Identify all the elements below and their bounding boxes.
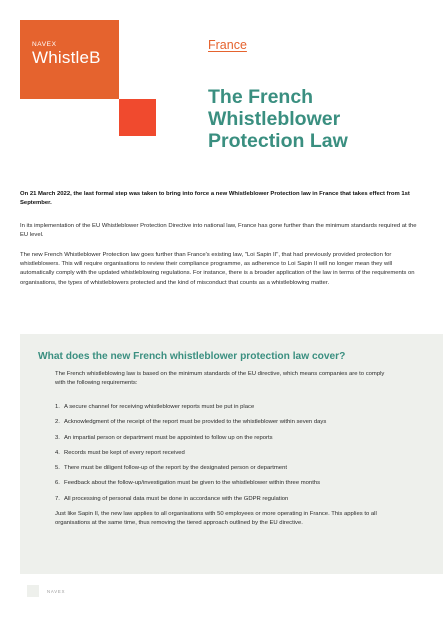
requirements-list <box>55 403 425 510</box>
list-item <box>55 434 425 449</box>
info-box-intro: The French whistleblowing law is based on the minimum standards of the EU directive, which means companies are to comply with the following requirements: <box>55 371 385 387</box>
list-item <box>55 418 425 433</box>
info-box-heading: What does the new French whistleblower protection law cover? <box>38 351 346 362</box>
list-item-text: There must be diligent follow-up of the report by the designated person or department <box>64 465 287 472</box>
list-item-number: 5. <box>55 465 60 472</box>
footer-page-mark <box>27 585 39 597</box>
body-paragraph-2: The new French Whistleblower Protection law goes further than France's existing law, "Loi Sapin II", that had previously provided protection for whistleblowers. This will require organisations to review their compliance programme, as adherence to Loi Sapin II will no longer mean they will automatically comply with the updated whistleblowing regulations. For instance, there is a broader application of the law in terms of the requirements on organisations, the types of whistleblowers protected and the kind of misconduct that counts as a whistleblowing matter. <box>20 252 415 286</box>
brand-logo: WhistleB <box>32 48 101 67</box>
list-item-text: Records must be kept of every report received <box>64 449 185 456</box>
list-item-number: 3. <box>55 434 60 441</box>
intro-paragraph: On 21 March 2022, the last formal step was taken to bring into force a new Whistleblower Protection law in France that takes effect from 1st September. <box>20 191 410 207</box>
info-box-outro: Just like Sapin II, the new law applies to all organisations with 50 employees or more operating in France. This applies to all organisations at the same time, thus removing the tiered approach outlined by the EU directive. <box>55 511 377 527</box>
list-item <box>55 464 425 479</box>
list-item-text: An impartial person or department must be appointed to follow up on the reports <box>64 434 273 441</box>
list-item <box>55 495 425 510</box>
footer-brand: NAVEX <box>47 589 66 594</box>
brand-sub-label: NAVEX <box>32 41 57 48</box>
page-title: The French Whistleblower Protection Law <box>208 86 348 152</box>
list-item-number: 1. <box>55 404 60 410</box>
list-item-text: A secure channel for receiving whistleblower reports must be put in place <box>64 404 255 410</box>
list-item-text: All processing of personal data must be done in accordance with the GDPR regulation <box>64 495 289 502</box>
list-item <box>55 449 425 464</box>
list-item <box>55 479 425 494</box>
brand-accent-square <box>119 99 156 136</box>
country-link[interactable]: France <box>208 38 247 52</box>
list-item-number: 6. <box>55 480 60 487</box>
list-item-number: 2. <box>55 419 60 426</box>
list-item-text: Acknowledgment of the receipt of the report must be provided to the whistleblower within seven days <box>64 419 327 426</box>
list-item-number: 7. <box>55 495 60 502</box>
body-paragraph-1: In its implementation of the EU Whistleblower Protection Directive into national law, France has gone further than the minimum standards required at the EU level. <box>20 223 417 239</box>
list-item <box>55 403 425 418</box>
list-item-text: Feedback about the follow-up/investigation must be given to the whistleblower within three months <box>64 480 321 487</box>
list-item-number: 4. <box>55 449 60 456</box>
